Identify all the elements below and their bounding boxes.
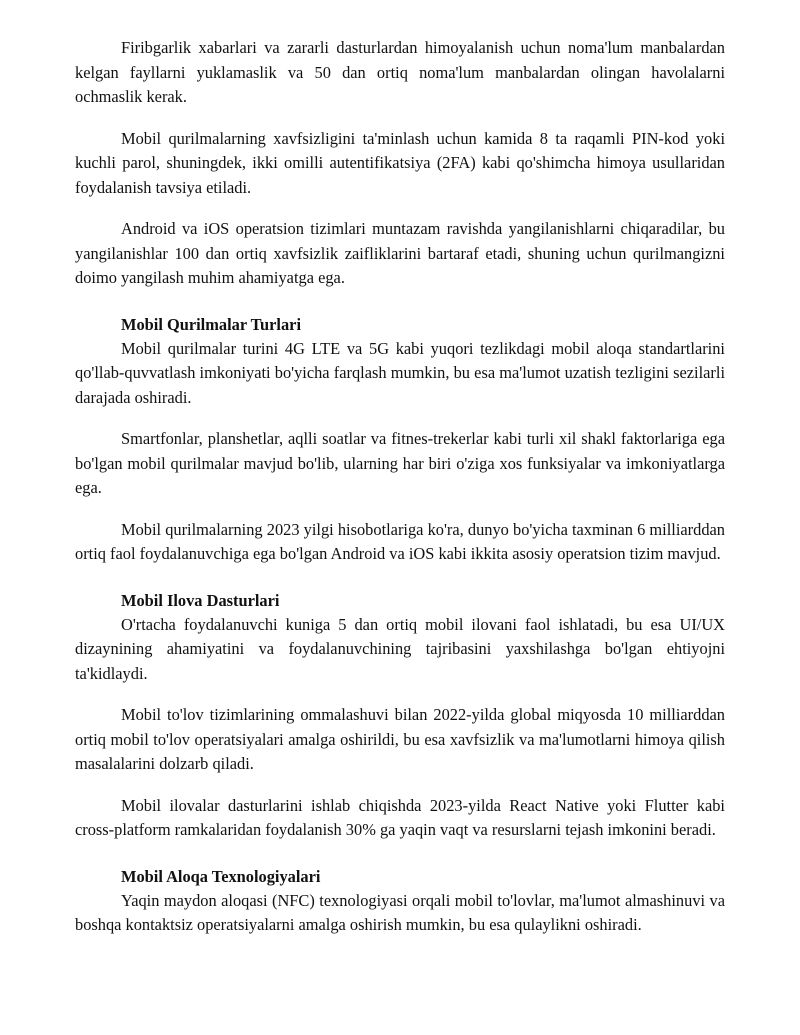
paragraph: Mobil to'lov tizimlarining ommalashuvi bilan 2022-yilda global miqyosda 10 milliarddan ortiq mobil to'lov operatsiyalari amalga oshirildi, bu esa xavfsizlik va ma'lumotlarni himoya qilish masalalarini dolzarb qiladi. xyxy=(75,705,725,773)
paragraph: Mobil ilovalar dasturlarini ishlab chiqishda 2023-yilda React Native yoki Flutter kabi cross-platform ramkalaridan foydalanish 30% ga yaqin vaqt va resurslarni tejash imkonini beradi. xyxy=(75,795,725,839)
paragraph: O'rtacha foydalanuvchi kuniga 5 dan ortiq mobil ilovani faol ishlatadi, bu esa UI/UX dizaynining ahamiyatini va foydalanuvchining tajribasini yaxshilashga bo'lgan ehtiyojni ta'kidlaydi. xyxy=(75,614,725,683)
paragraph: Firibgarlik xabarlari va zararli dasturlardan himoyalanish uchun noma'lum manbalardan kelgan fayllarni yuklamaslik va 50 dan ortiq noma'lum manbalardan olingan havolalarni ochmaslik kerak. xyxy=(75,38,725,106)
paragraph: Android va iOS operatsion tizimlari muntazam ravishda yangilanishlarni chiqaradilar, bu yangilanishlar 100 dan ortiq xavfsizlik zaifliklarini bartaraf etadi, shuning uchun qurilmangizni doimo yangilash muhim ahamiyatga ega. xyxy=(75,219,725,287)
section-heading: Mobil Ilova Dasturlari xyxy=(121,590,280,610)
paragraph: Mobil qurilmalarning 2023 yilgi hisobotlariga ko'ra, dunyo bo'yicha taxminan 6 milliarddan ortiq faol foydalanuvchiga ega bo'lgan Android va iOS kabi ikkita asosiy operatsion tizim mavjud. xyxy=(75,519,725,563)
paragraph: Yaqin maydon aloqasi (NFC) texnologiyasi orqali mobil to'lovlar, ma'lumot almashinuvi va boshqa kontaktsiz operatsiyalarni amalga oshirish mumkin, bu esa qulaylikni oshiradi. xyxy=(75,890,725,934)
paragraph: Smartfonlar, planshetlar, aqlli soatlar va fitnes-trekerlar kabi turli xil shakl faktorlariga ega bo'lgan mobil qurilmalar mavjud bo'lib, ularning har biri o'ziga xos funksiyalar va imkoniyatlarga ega. xyxy=(75,429,725,497)
section-heading: Mobil Aloqa Texnologiyalari xyxy=(121,866,321,886)
paragraph: Mobil qurilmalarning xavfsizligini ta'minlash uchun kamida 8 ta raqamli PIN-kod yoki kuchli parol, shuningdek, ikki omilli autentifikatsiya (2FA) kabi qo'shimcha himoya usullaridan foydalanish tavsiya etiladi. xyxy=(75,128,725,197)
section-heading: Mobil Qurilmalar Turlari xyxy=(121,314,302,334)
paragraph: Mobil qurilmalar turini 4G LTE va 5G kabi yuqori tezlikdagi mobil aloqa standartlarini qo'llab-quvvatlash imkoniyati bo'yicha farqlash mumkin, bu esa ma'lumot uzatish tezligini sezilarli darajada oshiradi. xyxy=(75,338,725,407)
